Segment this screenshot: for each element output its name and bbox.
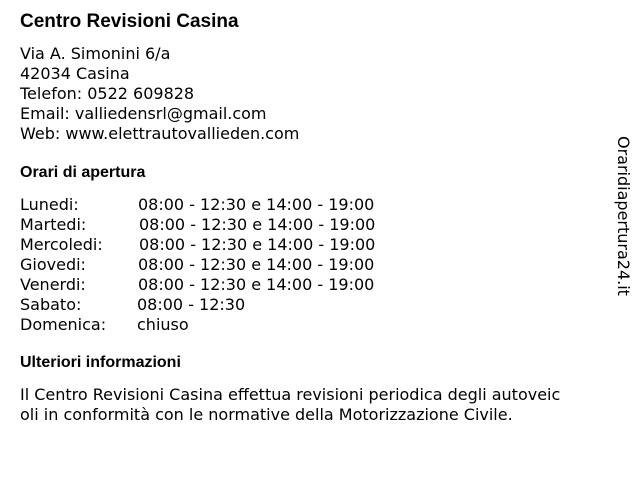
day-label: Venerdi: [20, 275, 86, 294]
day-label: Mercoledi: [20, 235, 103, 254]
time-value: 08:00 - 12:30 e 14:00 - 19:00 [138, 195, 375, 214]
time-value: 08:00 - 12:30 e 14:00 - 19:00 [138, 275, 375, 294]
time-value: 08:00 - 12:30 e 14:00 - 19:00 [138, 255, 375, 274]
business-name: Centro Revisioni Casina [20, 11, 239, 32]
time-value: 08:00 - 12:30 [137, 295, 246, 314]
day-label: Domenica: [20, 315, 107, 334]
hours-heading: Orari di apertura [20, 164, 146, 181]
address-city: 42034 Casina [20, 64, 130, 83]
address-street: Via A. Simonini 6/a [20, 44, 171, 63]
info-line-2: oli in conformità con le normative della Motorizzazione Civile. [20, 405, 513, 424]
web-line: Web: www.elettrautovallieden.com [20, 124, 300, 143]
day-label: Martedi: [20, 215, 87, 234]
time-value: 08:00 - 12:30 e 14:00 - 19:00 [139, 235, 376, 254]
time-value: 08:00 - 12:30 e 14:00 - 19:00 [139, 215, 376, 234]
contact-block [20, 44, 299, 144]
time-value: chiuso [137, 315, 189, 334]
day-label: Giovedi: [20, 255, 86, 274]
site-watermark-text: Oraridiapertura24.it [614, 136, 633, 296]
info-heading: Ulteriori informazioni [20, 354, 181, 371]
phone-line: Telefon: 0522 609828 [20, 84, 195, 103]
info-paragraph [20, 385, 610, 425]
day-label: Sabato: [20, 295, 82, 314]
day-label: Lunedi: [20, 195, 79, 214]
site-watermark [614, 136, 640, 316]
email-line: Email: valliedensrl@gmail.com [20, 104, 267, 123]
info-line-1: Il Centro Revisioni Casina effettua revisioni periodica degli autoveic [20, 385, 561, 404]
